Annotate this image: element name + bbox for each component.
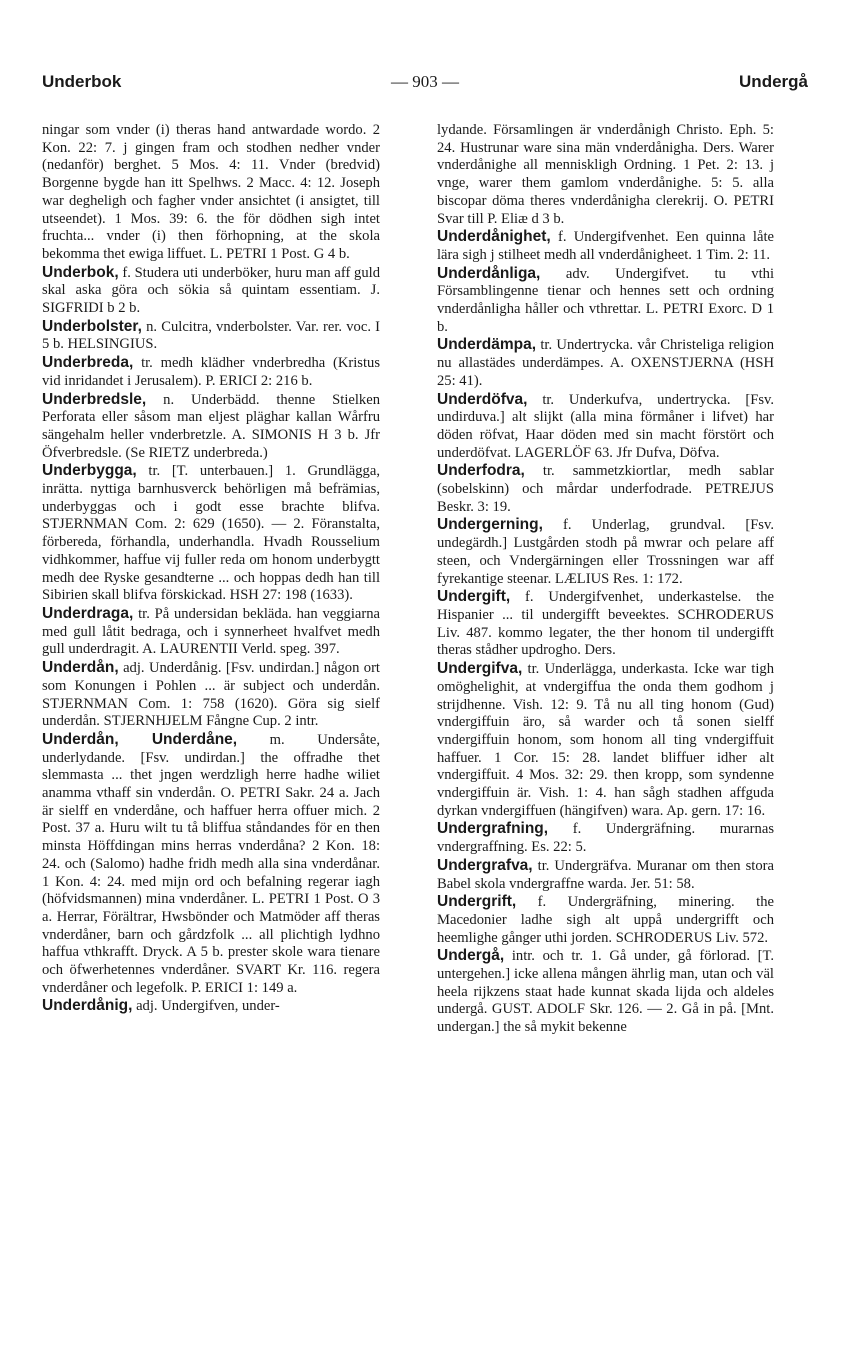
dictionary-entry — [42, 731, 380, 998]
entry-text: n. Culcitra, vnderbolster. Var. rer. voc. I 5 b. HELSINGIUS. — [42, 318, 380, 353]
entry-text: adj. Underdånig. [Fsv. undirdan.] någon ort som Konungen i Pohlen ... är subject och underdån. STJERNMAN Com. 1: 758 (1620). Göra sig sielf underdån. STJERNHJELM Fångne Cup. 2 intr. — [42, 660, 380, 730]
entry-text: tr. Undergräfva. Muranar om then stora Babel skola vndergraffne warda. Jer. 51: 58. — [437, 857, 774, 892]
headword: Undergift, — [437, 588, 511, 606]
headword: Underdämpa, — [437, 336, 537, 354]
entry-text: tr. På undersidan bekläda. han veggiarna med gull låtit bedraga, och i synnerheet hvalfvet medh gull underdragit. A. LAURENTII Verld. speg. 397. — [42, 605, 380, 658]
headword: Underbok, — [42, 263, 119, 281]
entry-continuation — [437, 122, 774, 228]
dictionary-entry — [437, 893, 774, 947]
entry-text: tr. Underkufva, undertrycka. [Fsv. undirduva.] alt slijkt (alla mina förmåner i lifvet) har döden röfvat, Haar döden med sin macht förstört och underdöfvat. LAGERLÖF 63. Jfr Dufva, Döfva. — [437, 391, 774, 461]
dictionary-entry — [437, 947, 774, 1037]
headword: Underbredsle, — [42, 390, 147, 408]
dictionary-entry — [42, 997, 380, 1016]
entry-text: adv. Undergifvet. tu vthi Församblingenne tienar och hennes sett och ordning vnderdånligha håller och vthrettar. L. PETRI Exorc. D 1 b. — [437, 265, 774, 335]
entry-text: f. Undergräfning. murarnas vndergraffning. Es. 22: 5. — [437, 821, 774, 856]
entry-text: m. Undersåte, underlydande. [Fsv. undirdan.] the offradhe thet slemmasta ... thet jngen werdzligh herre hadhe wiliet anamma vthaff sin vnderdån. O. PETRI Sakr. 24 a. Jach är sielff en vnderdåne, och haffuer herra offuer mich. 2 Post. 37 a. Huru wilt tu tå bliffua ståndandes för en then minsta Höffdingan mins herras vnderdåna? 2 Kon. 18: 24. och (Salomo) hadhe fridh medh alla sina vnderdånar. 1 Kon. 4: 24. med mijn ord och befalning regerar iagh (höfvidsmannen) mina vnderdåner. L. PETRI 1 Post. O 3 a. Herrar, Förältrar, Hwsbönder och Matmöder aff theras vnderdåner, barn och gårdzfolk ... all plichtigh lydhno haffua vthkrafft. Dryck. A 5 b. prester skole wara tienare och öfwerhetennes vnderdåner. SVART Kr. 116. regera vnderdåner och legefolk. P. ERICI 1: 149 a. — [42, 731, 380, 996]
headword: Undergifva, — [437, 660, 523, 678]
dictionary-entry — [437, 660, 774, 820]
dictionary-entry — [437, 265, 774, 337]
entry-text: ningar som vnder (i) theras hand antwardade wordo. 2 Kon. 22: 7. j gingen fram och stodhen nedher vnder (nedanför) berghet. 5 Mos. 4: 11. Vnder (bredvid) Borgenne bygde han itt Spelhws. 2 Macc. 4: 12. Joseph war degheligh och fagher vnder ansichtet (i ansigtet, till utseendet). 1 Mos. 39: 6. the för dödhen sigh intet fruchta... vnder (i) then förhopning, at the skola bekomma thet ewiga liffuet. L. PETRI 1 Post. G 4 b. — [42, 122, 380, 262]
headword: Undergrafning, — [437, 820, 549, 838]
headword: Undergerning, — [437, 516, 543, 534]
dictionary-entry — [42, 659, 380, 731]
headword: Undergrift, — [437, 893, 517, 911]
headword: Underfodra, — [437, 462, 525, 480]
entry-text: tr. medh klädher vnderbredha (Kristus vid inridandet i Jerusalem). P. ERICI 2: 216 b. — [42, 355, 380, 389]
dictionary-entry — [437, 462, 774, 516]
headword: Underdånighet, — [437, 228, 551, 246]
headword: Undergå, — [437, 947, 505, 965]
headword: Underdånliga, — [437, 264, 541, 282]
header-first-word: Underbok — [42, 72, 122, 91]
right-column — [437, 122, 774, 1037]
page-number: — 903 — — [391, 72, 459, 91]
running-header — [42, 72, 808, 100]
entry-text: tr. sammetzkiortlar, medh sablar (sobelskinn) och mårdar underfodrade. PETREJUS Beskr. 3: 19. — [437, 463, 774, 515]
headword: Undergrafva, — [437, 856, 533, 874]
entry-text: tr. [T. unterbauen.] 1. Grundlägga, inrätta. nyttiga barnhusverck behörligen må befrämias, underbyggas och i godt esse brachte blifva. STJERNMAN Com. 2: 629 (1650). — 2. Föranstalta, förbereda, förhandla, underhandla. Hvadh Rousselium vidhkommer, haffue vij fuller reda om honom underbygtt medh dee Ryske gesandterne ... och hoppas dedh han till Sibirien skall blifva förskickad. HSH 27: 198 (1633). — [42, 463, 380, 604]
headword: Underdån, — [42, 659, 119, 677]
entry-text: adj. Undergifven, under- — [136, 998, 280, 1015]
headword: Underbreda, — [42, 354, 134, 372]
entry-text: f. Studera uti underböker, huru man aff guld skal aska göra och sökia så quintam essentiam. J. SIGFRIDI b 2 b. — [42, 264, 380, 317]
entry-continuation — [42, 122, 380, 264]
dictionary-entry — [437, 391, 774, 463]
entry-text: f. Underlag, grundval. [Fsv. undegärdh.] Lustgården stodh på mwrar och pelare aff steen, och Vndergärningen eller Trossningen war aff fyrekantige steenar. LÆLIUS Res. 1: 172. — [437, 517, 774, 587]
dictionary-entry — [42, 605, 380, 659]
dictionary-entry — [42, 462, 380, 605]
dictionary-entry — [437, 588, 774, 660]
dictionary-entry — [42, 354, 380, 390]
headword: Underbygga, — [42, 462, 137, 480]
dictionary-entry — [437, 857, 774, 893]
entry-text: n. Underbädd. thenne Stielken Perforata eller såsom man eljest pläghar kallan Wårfru sängehalm heller vnderbretzle. A. SIMONIS H 3 b. Jfr Öfverbredsle. (Se RIETZ underbreda.) — [42, 391, 380, 461]
dictionary-entry — [437, 228, 774, 264]
dictionary-entry — [42, 264, 380, 318]
headword: Underdån, Underdåne, — [42, 730, 238, 748]
entry-text: intr. och tr. 1. Gå under, gå förlorad. [T. untergehen.] icke allena mången ährlig man, utan och väl heela rijkzens staat hade kunnat skada lijda och aldeles undergå. GUST. ADOLF Skr. 126. — 2. Gå in på. [Mnt. undergan.] the så mykit bekenne — [437, 948, 774, 1036]
dictionary-entry — [437, 336, 774, 390]
entry-text: f. Undergifvenhet. Een quinna låte lära sigh j stilheet medh all vnderdånigheet. 1 Tim. 2: 11. — [437, 229, 774, 263]
headword: Underdöfva, — [437, 390, 528, 408]
entry-text: tr. Underlägga, underkasta. Icke war tigh omöghelighit, at vndergiffua the onda them godhom j strijdhenne. Vish. 12: 9. Tå nu all ting honom (Gud) vndergiffuin äro, så warder och tå sonen sielff vndergiffuin honom, som honom all ting vndergiffuit haffuer. 1 Cor. 15: 28. landet bliffuer idher alt vndergiffuit. 4 Mos. 32: 29. then kropp, som syndenne vndergiffuin är. Vish. 1: 4. han sågh stadhen affguda dyrkan vndergiffuen (hängifven) wara. Ap. gern. 17: 16. — [437, 661, 774, 819]
dictionary-entry — [42, 391, 380, 463]
header-last-word: Undergå — [739, 72, 808, 91]
dictionary-entry — [42, 318, 380, 354]
headword: Underdånig, — [42, 997, 133, 1015]
left-column — [42, 122, 380, 1016]
dictionary-entry — [437, 820, 774, 856]
entry-text: lydande. Församlingen är vnderdånigh Christo. Eph. 5: 24. Hustrunar ware sina män vnderdånigha. Ders. Warer vnderdånighe all menniskligh Ordning. 1 Pet. 2: 13. j vnge, warer them gamlom vnderdånighe. 5: 5. alla biscopar döma theres vnderdånigha clerekrij. O. PETRI Svar till P. Eliæ d 3 b. — [437, 122, 774, 227]
entry-text: tr. Undertrycka. vår Christeliga religion nu allastädes underdämpes. A. OXENSTJERNA (HSH 25: 41). — [437, 337, 774, 389]
entry-text: f. Undergräfning, minering. the Macedonier ladhe sigh alt uppå undergrifft och heemlighe gånger uthi jorden. SCHRODERUS Liv. 572. — [437, 894, 774, 946]
entry-text: f. Undergifvenhet, underkastelse. the Hispanier ... til undergifft beveektes. SCHRODERUS Liv. 487. kommo legater, the ther honom til undergifft theras stådher updrogho. Ders. — [437, 589, 774, 659]
headword: Underbolster, — [42, 317, 142, 335]
headword: Underdraga, — [42, 604, 134, 622]
dictionary-entry — [437, 516, 774, 588]
